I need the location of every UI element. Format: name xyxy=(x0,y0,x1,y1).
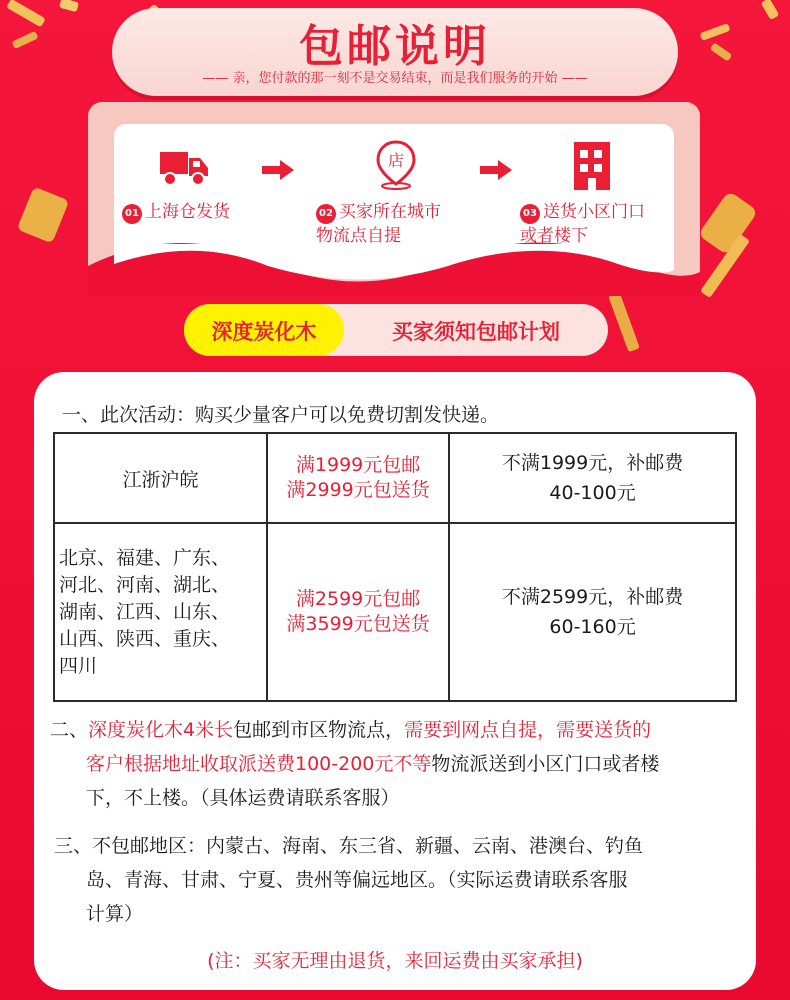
page-title: 包邮说明 xyxy=(299,21,491,72)
confetti-ribbon xyxy=(17,187,69,244)
shipping-fee-cell xyxy=(449,433,736,523)
section-2-pickup: 需要到网点自提，需要送货的 xyxy=(404,719,652,741)
section-2-prefix: 二、 xyxy=(50,719,89,741)
section-3-text xyxy=(54,829,754,931)
step-number: 03 xyxy=(520,204,540,224)
svg-text:店: 店 xyxy=(387,151,405,170)
step-3 xyxy=(520,200,645,248)
page-subtitle: —— 亲，您付款的那一刻不是交易结束，而是我们服务的开始 —— xyxy=(202,71,588,86)
fee-condition-line: 不满2599元，补邮费 xyxy=(501,586,684,608)
section-2-text-a: 包邮到市区物流点， xyxy=(233,719,405,741)
region-cell: 江浙沪皖 xyxy=(54,433,267,523)
section-3-line: 岛、青海、甘肃、宁夏、贵州等偏远地区。（实际运费请联系客服 xyxy=(86,869,628,891)
region-line: 河北、河南、湖北、 xyxy=(59,573,231,596)
section-2-product: 深度炭化木4米长 xyxy=(88,719,234,741)
arrow-right-icon xyxy=(262,160,294,180)
region-line: 北京、福建、广东、 xyxy=(59,546,231,569)
section-3-line: 计算） xyxy=(86,903,144,925)
arrow-right-icon xyxy=(480,160,512,180)
step-label-line1: 买家所在城市 xyxy=(339,202,441,222)
section-1-text: 一、此次活动：购买少量客户可以免费切割发快递。 xyxy=(62,404,500,426)
store-location-icon xyxy=(374,140,418,190)
step-label-line1: 上海仓发货 xyxy=(145,202,230,222)
region-line: 湖南、江西、山东、 xyxy=(59,600,231,623)
section-2-line xyxy=(50,713,750,747)
section-3-line: 三、不包邮地区：内蒙古、海南、东三省、新疆、云南、港澳台、钓鱼 xyxy=(54,835,644,857)
shipping-fee-cell xyxy=(449,523,736,701)
banner-notice-label: 买家须知包邮计划 xyxy=(392,320,560,344)
table-row xyxy=(54,433,736,523)
section-2-delivery-fee: 客户根据地址收取派送费100-200元不等 xyxy=(86,753,432,775)
section-2-text xyxy=(50,713,750,815)
fee-range-line: 40-100元 xyxy=(549,482,636,504)
banner-product-label: 深度炭化木 xyxy=(211,320,317,344)
step-label-line2: 物流点自提 xyxy=(316,226,401,246)
step-2 xyxy=(316,200,441,248)
step-1 xyxy=(122,200,230,224)
section-2-line xyxy=(50,781,750,815)
region-line: 山西、陕西、重庆、 xyxy=(59,627,231,650)
section-2-text-c: 下，不上楼。（具体运费请联系客服） xyxy=(86,787,400,809)
table-row xyxy=(54,523,736,701)
region-line: 四川 xyxy=(59,654,98,677)
free-shipping-line: 满1999元包邮 xyxy=(295,454,421,476)
region-cell xyxy=(54,523,267,701)
free-shipping-cell xyxy=(267,523,449,701)
step-number: 01 xyxy=(122,204,142,224)
confetti-ribbon xyxy=(608,292,640,352)
return-note: (注：买家无理由退货，来回运费由买家承担) xyxy=(207,950,583,972)
fee-range-line: 60-160元 xyxy=(549,616,636,638)
section-2-line xyxy=(50,747,750,781)
fee-condition-line: 不满1999元，补邮费 xyxy=(501,452,684,474)
free-shipping-cell xyxy=(267,433,449,523)
free-delivery-line: 满2999元包送货 xyxy=(286,479,430,501)
truck-icon xyxy=(160,148,210,188)
confetti-ribbon xyxy=(698,191,758,256)
shipping-table xyxy=(53,432,737,702)
free-shipping-line: 满2599元包邮 xyxy=(295,588,421,610)
step-label-line1: 送货小区门口 xyxy=(543,202,645,222)
step-label-line2: 或者楼下 xyxy=(520,226,588,246)
free-delivery-line: 满3599元包送货 xyxy=(286,613,430,635)
building-icon xyxy=(574,142,610,190)
section-2-text-b: 物流派送到小区门口或者楼 xyxy=(431,753,660,775)
step-number: 02 xyxy=(316,204,336,224)
